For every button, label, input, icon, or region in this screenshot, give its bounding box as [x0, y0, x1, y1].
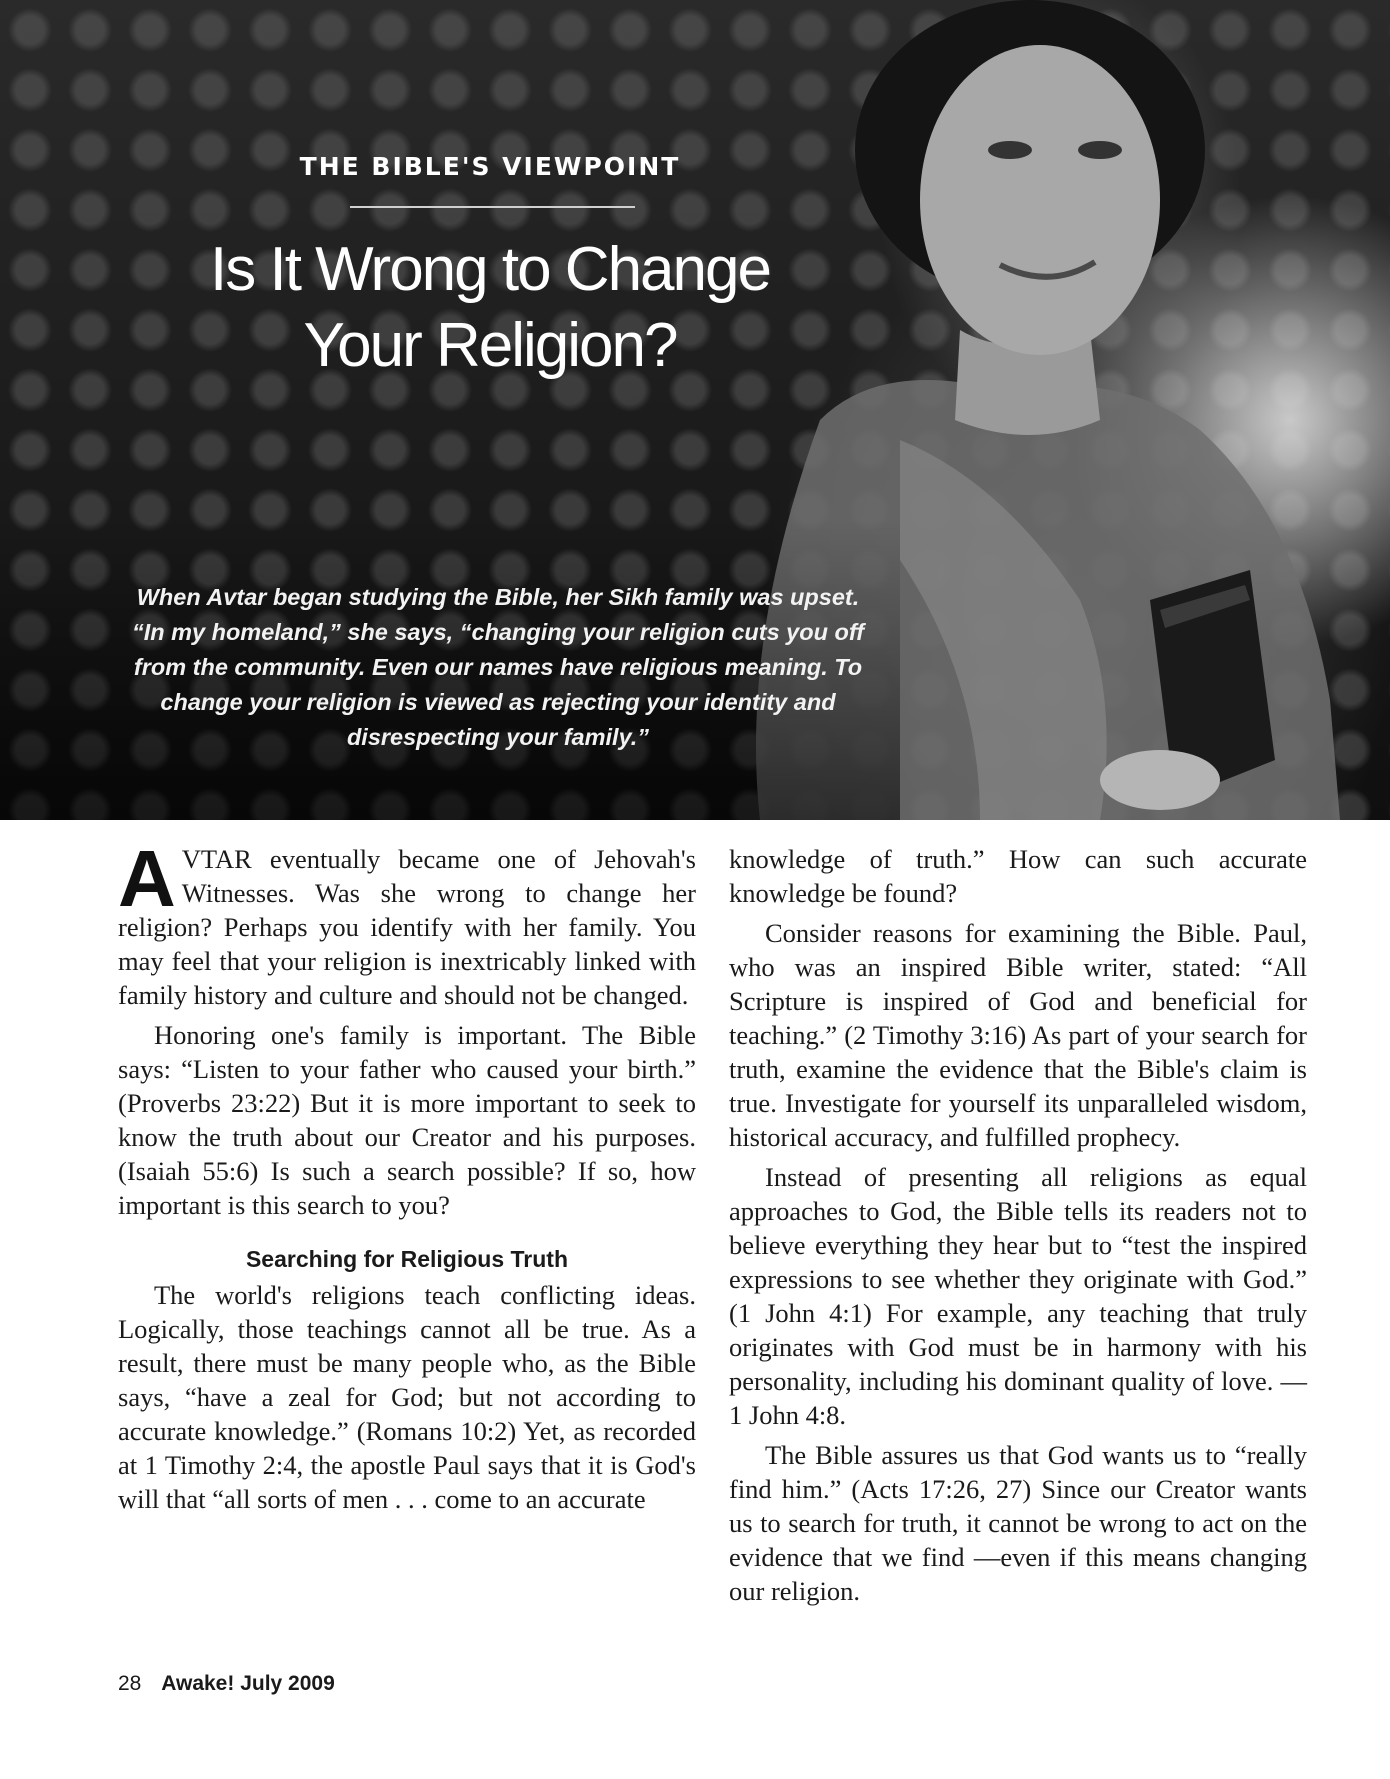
paragraph-3-continued: knowledge of truth.” How can such accurate knowledge be found?: [729, 844, 1307, 908]
left-column: [118, 834, 696, 1522]
right-column: [729, 842, 1307, 1614]
intro-quote: When Avtar began studying the Bible, her Sikh family was upset. “In my homeland,” she says, “changing your religion cuts you off from the community. Even our names have religious meaning. To change your religion is viewed as rejecting your identity and disrespecting your family.”: [131, 584, 865, 750]
paragraph-1: [118, 834, 696, 1012]
title-line-2: Your Religion?: [303, 311, 677, 380]
hero-photo-banner: [0, 0, 1390, 820]
drop-cap: A: [118, 834, 176, 923]
title-line-1: Is It Wrong to Change: [210, 235, 770, 304]
subheading: Searching for Religious Truth: [245, 1246, 569, 1272]
section-kicker: THE BIBLE'S VIEWPOINT: [299, 152, 681, 181]
paragraph-4: Consider reasons for examining the Bible. Paul, who was an inspired Bible writer, stated: “All Scripture is inspired of God and beneficial for teaching.” (2 Timothy 3:16) As part of your search for truth, examine the evidence that the Bible's claim is true. Investigate for yourself its unparalleled wisdom, historical accuracy, and fulfilled prophecy.: [729, 918, 1307, 1152]
page-footer: [118, 1672, 335, 1696]
paragraph-5: Instead of presenting all religions as equal approaches to God, the Bible tells its readers not to believe everything they hear but to “test the inspired expressions to see whether they originate with God.” (1 John 4:1) For example, any teaching that truly originates with God must be in harmony with his personality, including his dominant quality of love. —1 John 4:8.: [729, 1162, 1307, 1430]
kicker-divider: [350, 206, 635, 208]
paragraph-1-text: VTAR eventually became one of Jehovah's Witnesses. Was she wrong to change her religion? Perhaps you identify with her family. You may feel that your religion is inextricably linked with family history and culture and should not be changed.: [118, 844, 696, 1010]
page-number: 28: [118, 1672, 142, 1695]
paragraph-2: Honoring one's family is important. The Bible says: “Listen to your father who caused your birth.” (Proverbs 23:22) But it is more important to seek to know the truth about our Creator and his purposes. (Isaiah 55:6) Is such a search possible? If so, how important is this search to you?: [118, 1020, 696, 1220]
paragraph-6: The Bible assures us that God wants us to “really find him.” (Acts 17:26, 27) Since our Creator wants us to search for truth, it cannot be wrong to act on the evidence that we find —even if this means changing our religion.: [729, 1440, 1307, 1606]
paragraph-3: The world's religions teach conflicting ideas. Logically, those teachings cannot all be true. As a result, there must be many people who, as the Bible says, “have a zeal for God; but not according to accurate knowledge.” (Romans 10:2) Yet, as recorded at 1 Timothy 2:4, the apostle Paul says that it is God's will that “all sorts of men . . . come to an accurate: [118, 1280, 696, 1514]
article-title: [120, 232, 860, 384]
magazine-issue: Awake! July 2009: [161, 1672, 335, 1695]
